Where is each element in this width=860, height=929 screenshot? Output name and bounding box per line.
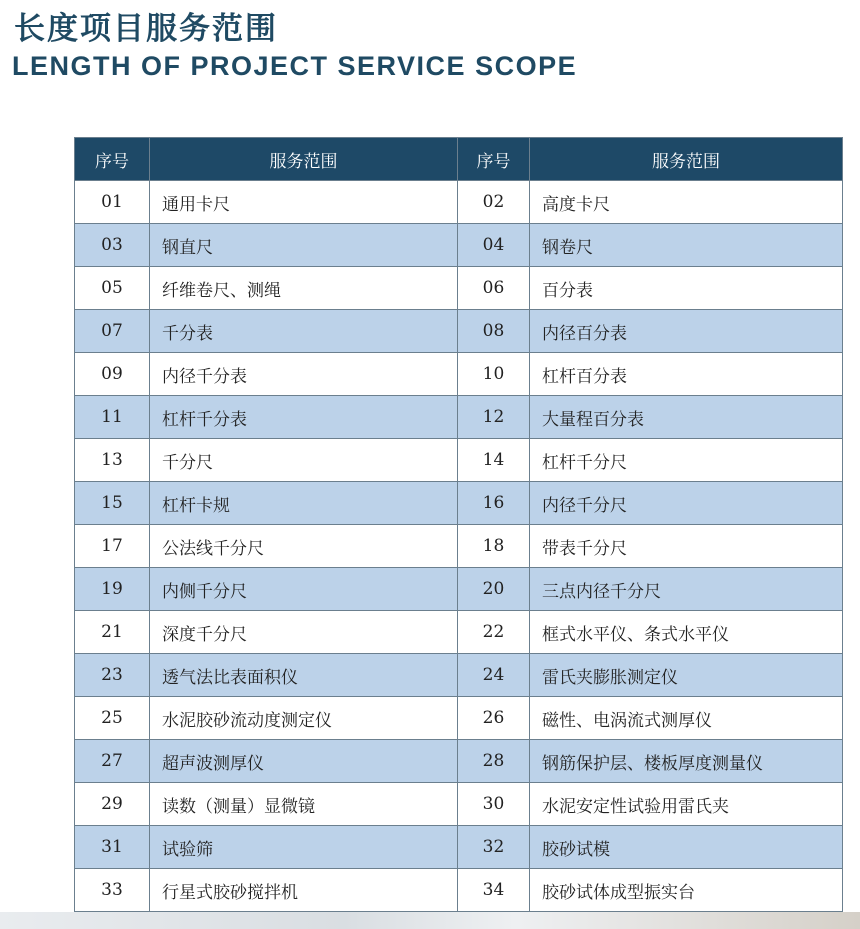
row-index-cell: 09 xyxy=(75,353,150,396)
column-header-scope: 服务范围 xyxy=(150,138,458,181)
row-index-cell: 33 xyxy=(75,869,150,912)
table-row xyxy=(75,525,843,568)
row-index-cell: 30 xyxy=(458,783,530,826)
service-name-cell: 钢直尺 xyxy=(150,224,458,267)
bottom-photo-strip xyxy=(0,912,860,929)
row-index-cell: 05 xyxy=(75,267,150,310)
service-name-cell: 超声波测厚仪 xyxy=(150,740,458,783)
service-name-cell: 水泥胶砂流动度测定仪 xyxy=(150,697,458,740)
service-name-cell: 带表千分尺 xyxy=(530,525,843,568)
service-name-cell: 杠杆千分表 xyxy=(150,396,458,439)
table-row xyxy=(75,611,843,654)
table-row xyxy=(75,826,843,869)
service-name-cell: 钢卷尺 xyxy=(530,224,843,267)
service-name-cell: 三点内径千分尺 xyxy=(530,568,843,611)
row-index-cell: 10 xyxy=(458,353,530,396)
row-index-cell: 32 xyxy=(458,826,530,869)
row-index-cell: 22 xyxy=(458,611,530,654)
service-name-cell: 内侧千分尺 xyxy=(150,568,458,611)
table-row xyxy=(75,869,843,912)
page-subtitle: LENGTH OF PROJECT SERVICE SCOPE xyxy=(12,51,578,81)
table-row xyxy=(75,267,843,310)
row-index-cell: 08 xyxy=(458,310,530,353)
row-index-cell: 01 xyxy=(75,181,150,224)
row-index-cell: 31 xyxy=(75,826,150,869)
row-index-cell: 25 xyxy=(75,697,150,740)
service-name-cell: 千分尺 xyxy=(150,439,458,482)
table-row xyxy=(75,439,843,482)
table-row xyxy=(75,396,843,439)
service-name-cell: 百分表 xyxy=(530,267,843,310)
row-index-cell: 19 xyxy=(75,568,150,611)
row-index-cell: 23 xyxy=(75,654,150,697)
service-name-cell: 纤维卷尺、测绳 xyxy=(150,267,458,310)
table-row xyxy=(75,740,843,783)
service-scope-table xyxy=(74,137,843,912)
service-name-cell: 磁性、电涡流式测厚仪 xyxy=(530,697,843,740)
service-name-cell: 内径千分尺 xyxy=(530,482,843,525)
row-index-cell: 27 xyxy=(75,740,150,783)
table-row xyxy=(75,353,843,396)
service-name-cell: 杠杆卡规 xyxy=(150,482,458,525)
table-header-row xyxy=(75,138,843,181)
row-index-cell: 18 xyxy=(458,525,530,568)
row-index-cell: 28 xyxy=(458,740,530,783)
page-title: 长度项目服务范围 xyxy=(14,11,278,47)
table-row xyxy=(75,783,843,826)
row-index-cell: 21 xyxy=(75,611,150,654)
table-row xyxy=(75,482,843,525)
row-index-cell: 13 xyxy=(75,439,150,482)
row-index-cell: 12 xyxy=(458,396,530,439)
row-index-cell: 02 xyxy=(458,181,530,224)
row-index-cell: 03 xyxy=(75,224,150,267)
row-index-cell: 29 xyxy=(75,783,150,826)
column-header-index: 序号 xyxy=(75,138,150,181)
service-name-cell: 通用卡尺 xyxy=(150,181,458,224)
service-name-cell: 千分表 xyxy=(150,310,458,353)
row-index-cell: 34 xyxy=(458,869,530,912)
row-index-cell: 04 xyxy=(458,224,530,267)
row-index-cell: 24 xyxy=(458,654,530,697)
service-name-cell: 胶砂试体成型振实台 xyxy=(530,869,843,912)
row-index-cell: 20 xyxy=(458,568,530,611)
row-index-cell: 14 xyxy=(458,439,530,482)
service-name-cell: 内径百分表 xyxy=(530,310,843,353)
table-row xyxy=(75,310,843,353)
row-index-cell: 15 xyxy=(75,482,150,525)
service-name-cell: 水泥安定性试验用雷氏夹 xyxy=(530,783,843,826)
service-name-cell: 钢筋保护层、楼板厚度测量仪 xyxy=(530,740,843,783)
service-name-cell: 杠杆百分表 xyxy=(530,353,843,396)
row-index-cell: 06 xyxy=(458,267,530,310)
service-name-cell: 高度卡尺 xyxy=(530,181,843,224)
service-name-cell: 杠杆千分尺 xyxy=(530,439,843,482)
table-row xyxy=(75,224,843,267)
service-name-cell: 深度千分尺 xyxy=(150,611,458,654)
column-header-scope: 服务范围 xyxy=(530,138,843,181)
service-name-cell: 雷氏夹膨胀测定仪 xyxy=(530,654,843,697)
row-index-cell: 16 xyxy=(458,482,530,525)
service-name-cell: 试验筛 xyxy=(150,826,458,869)
service-name-cell: 内径千分表 xyxy=(150,353,458,396)
service-name-cell: 行星式胶砂搅拌机 xyxy=(150,869,458,912)
service-name-cell: 大量程百分表 xyxy=(530,396,843,439)
row-index-cell: 11 xyxy=(75,396,150,439)
row-index-cell: 17 xyxy=(75,525,150,568)
service-name-cell: 读数（测量）显微镜 xyxy=(150,783,458,826)
row-index-cell: 26 xyxy=(458,697,530,740)
table-row xyxy=(75,654,843,697)
column-header-index: 序号 xyxy=(458,138,530,181)
service-name-cell: 框式水平仪、条式水平仪 xyxy=(530,611,843,654)
service-name-cell: 公法线千分尺 xyxy=(150,525,458,568)
table-row xyxy=(75,697,843,740)
table-row xyxy=(75,181,843,224)
row-index-cell: 07 xyxy=(75,310,150,353)
service-name-cell: 胶砂试模 xyxy=(530,826,843,869)
service-name-cell: 透气法比表面积仪 xyxy=(150,654,458,697)
table-row xyxy=(75,568,843,611)
